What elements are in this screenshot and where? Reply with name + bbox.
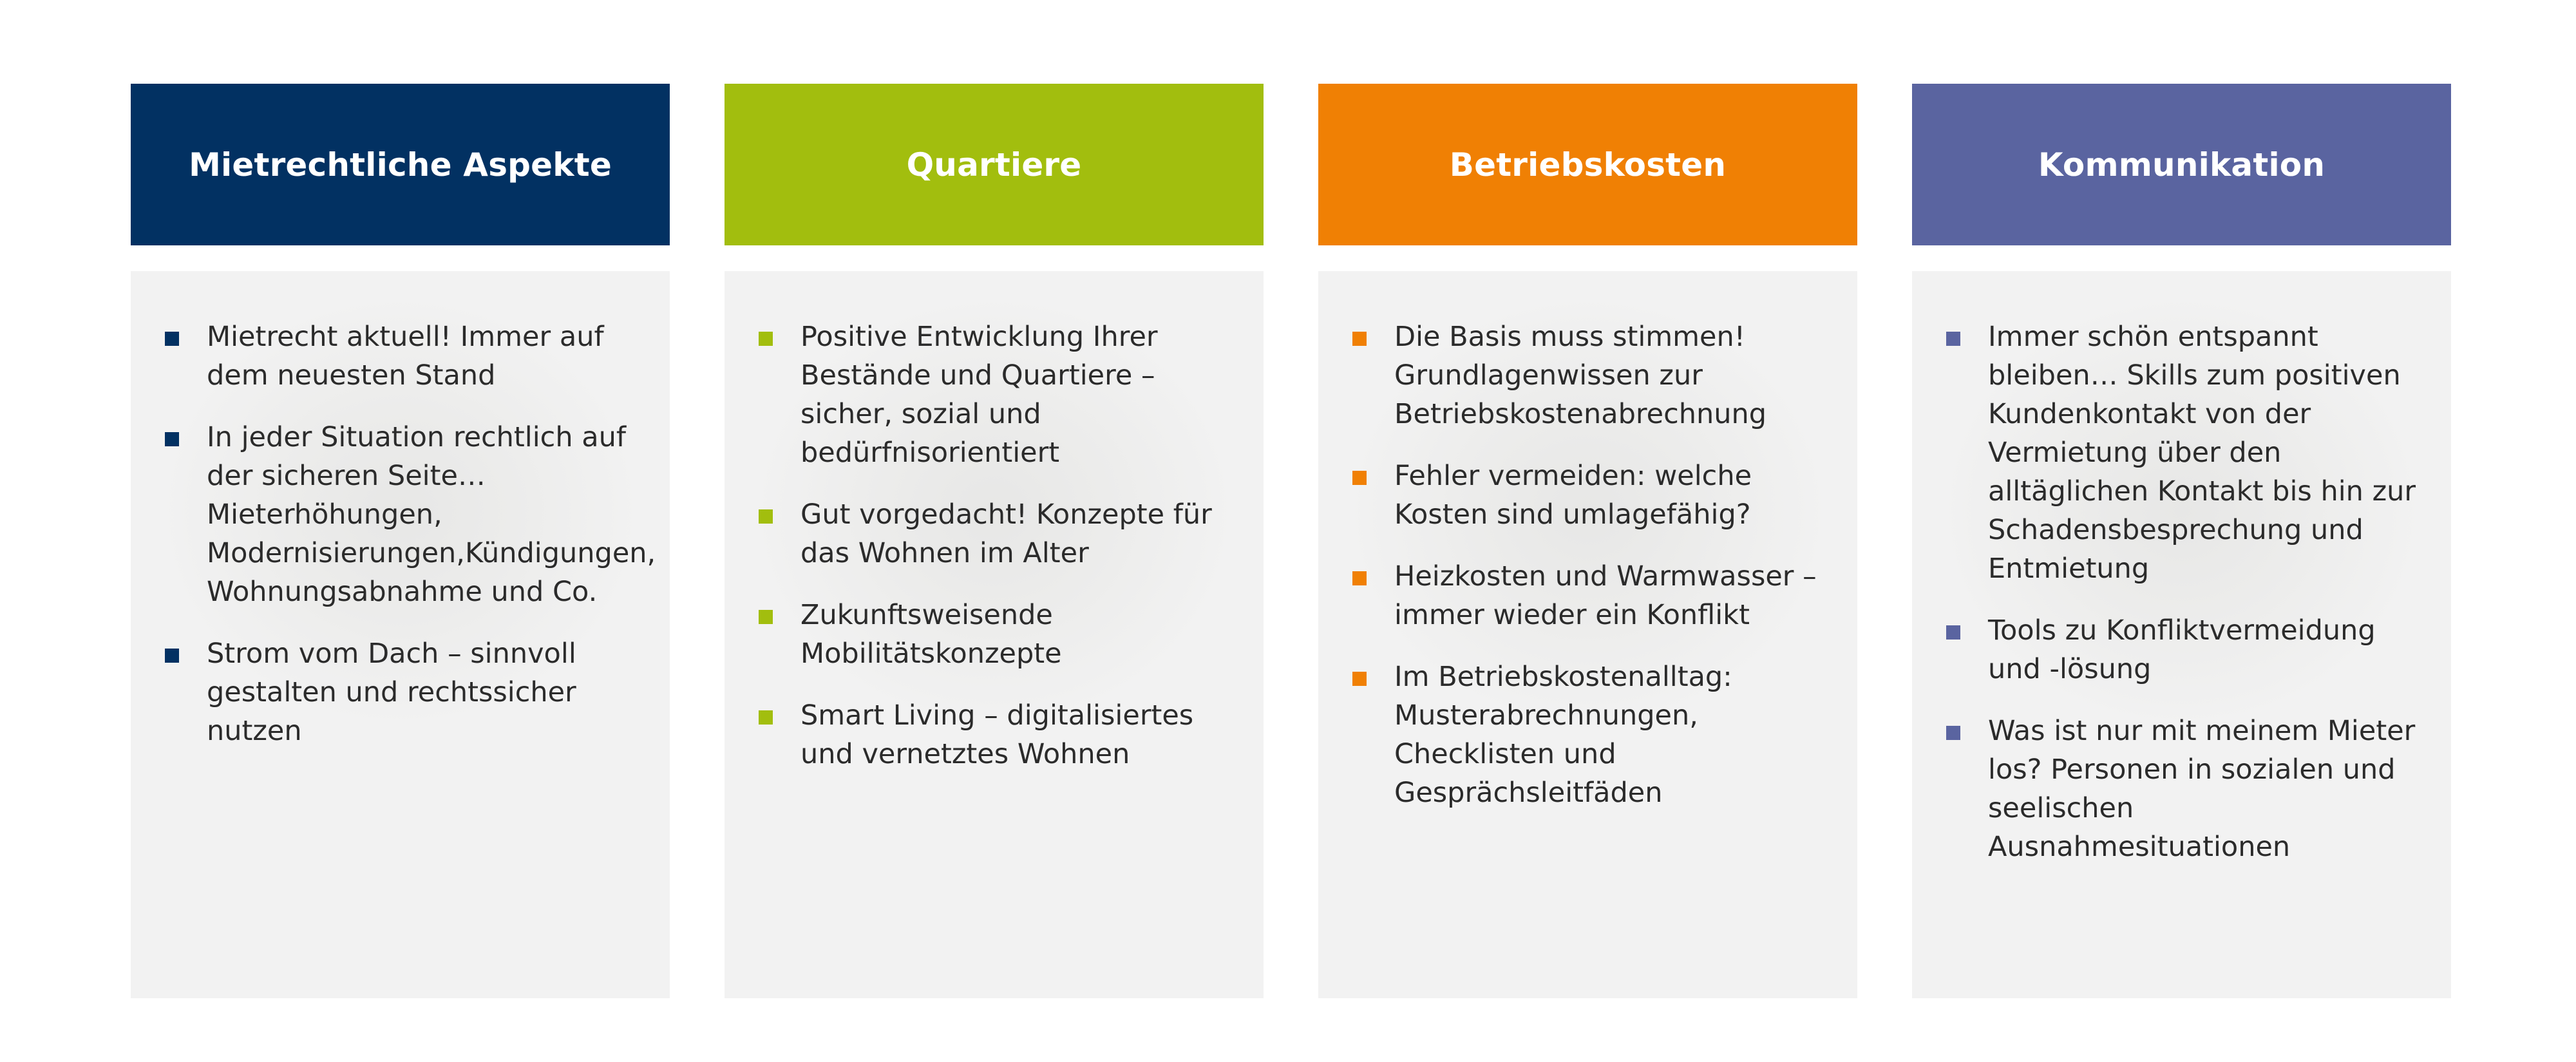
column-quartiere [724,84,1264,998]
bullet-list [759,318,1231,773]
list-item-text: Tools zu Konfliktvermeidung und -lösung [1988,614,2376,685]
square-bullet-icon [1946,332,1960,346]
list-item [1946,712,2419,866]
column-title: Betriebskosten [1449,146,1727,184]
list-item-text: Gut vorgedacht! Konzepte für das Wohnen im Alter [800,498,1212,569]
list-item-text: In jeder Situation rechtlich auf der sicheren Seite… Mieterhöhungen, Modernisierungen,Kündigungen, Wohnungsabnahme und Co. [207,421,656,608]
square-bullet-icon [1352,571,1367,585]
square-bullet-icon [1352,471,1367,485]
list-item-text: Immer schön entspannt bleiben… Skills zum positiven Kundenkontakt von der Vermietung über den alltäglichen Kontakt bis hin zur Schadensbesprechung und Entmietung [1988,321,2416,585]
list-item-text: Heizkosten und Warmwasser – immer wieder ein Konflikt [1394,560,1817,631]
bullet-list [165,318,656,750]
column-header [1912,84,2451,245]
column-header [131,84,670,245]
list-item [165,318,638,395]
square-bullet-icon [165,432,179,446]
list-item [1946,611,2419,688]
square-bullet-icon [1946,625,1960,640]
column-betriebskosten [1318,84,1857,998]
list-item [759,596,1231,673]
column-title: Quartiere [906,146,1082,184]
list-item-text: Was ist nur mit meinem Mieter los? Personen in sozialen und seelischen Ausnahmesituationen [1988,715,2416,863]
square-bullet-icon [759,610,773,624]
column-kommunikation [1912,84,2451,998]
column-mietrecht [131,84,670,998]
list-item [165,418,656,611]
square-bullet-icon [1946,726,1960,740]
square-bullet-icon [759,509,773,524]
list-item [759,495,1231,573]
column-header [1318,84,1857,245]
list-item [1352,457,1825,534]
column-title: Mietrechtliche Aspekte [189,146,612,184]
list-item-text: Im Betriebskostenalltag: Musterabrechnungen, Checklisten und Gesprächsleitfäden [1394,661,1732,809]
list-item [1946,318,2419,588]
column-header [724,84,1264,245]
square-bullet-icon [1352,332,1367,346]
list-item-text: Smart Living – digitalisiertes und vernetztes Wohnen [800,699,1194,770]
square-bullet-icon [165,332,179,346]
list-item-text: Positive Entwicklung Ihrer Bestände und Quartiere – sicher, sozial und bedürfnisorientiert [800,321,1158,469]
column-body [131,271,670,998]
column-body [1318,271,1857,998]
column-body [1912,271,2451,998]
bullet-list [1352,318,1825,812]
list-item-text: Strom vom Dach – sinnvoll gestalten und rechtssicher nutzen [207,638,576,747]
column-body [724,271,1264,998]
square-bullet-icon [1352,672,1367,686]
list-item [1352,318,1825,433]
square-bullet-icon [759,710,773,725]
list-item-text: Die Basis muss stimmen! Grundlagenwissen zur Betriebskostenabrechnung [1394,321,1767,430]
list-item-text: Zukunftsweisende Mobilitätskonzepte [800,599,1062,670]
list-item [1352,658,1825,812]
list-item [165,634,638,750]
square-bullet-icon [165,649,179,663]
list-item [759,318,1231,472]
list-item-text: Fehler vermeiden: welche Kosten sind umlagefähig? [1394,460,1752,531]
square-bullet-icon [759,332,773,346]
topic-columns [131,84,2451,998]
list-item [1352,557,1825,634]
list-item [759,696,1231,773]
bullet-list [1946,318,2419,866]
list-item-text: Mietrecht aktuell! Immer auf dem neuesten Stand [207,321,604,392]
column-title: Kommunikation [2038,146,2325,184]
